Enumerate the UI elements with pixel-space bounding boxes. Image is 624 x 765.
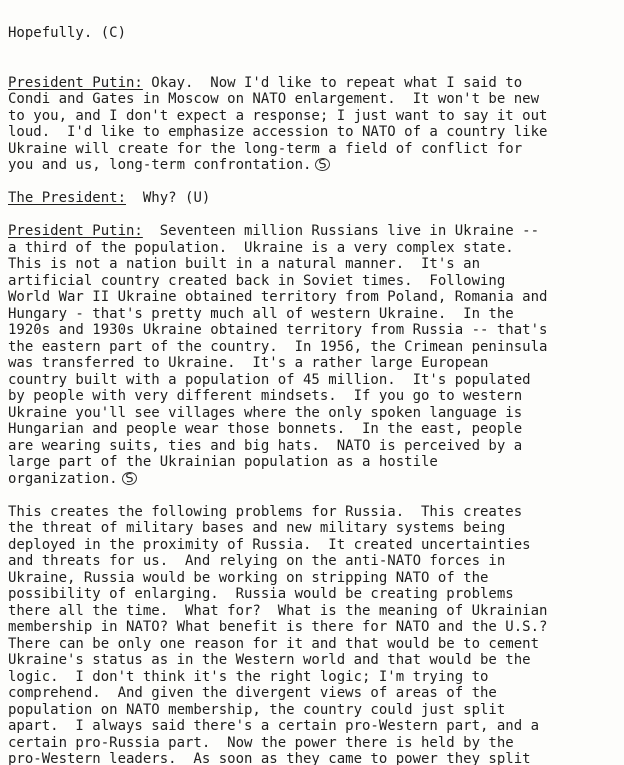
text-line [8,339,620,356]
line-text: to you, and I don't expect a response; I just want to say it out [8,107,548,124]
text-line [8,322,620,339]
text-line [8,273,620,290]
text-line [8,388,620,405]
text-line [8,190,620,207]
text-line [8,454,620,471]
text-line [8,372,620,389]
line-text: Okay. Now I'd like to repeat what I said to [142,74,523,91]
text-line [8,751,620,765]
line-text: large part of the Ukrainian population as a hostile [8,454,438,470]
text-line [8,570,620,587]
line-text: Hungary - that's pretty much all of western Ukraine. In the [8,305,514,322]
line-text: the threat of military bases and new military systems being [8,520,506,536]
text-line [8,289,620,306]
line-text: and threats for us. And relying on the anti-NATO forces in [8,553,506,569]
line-text: Ukraine, Russia would be working on stripping NATO of the [8,569,489,586]
top-fragment-line: Hopefully. (C) [8,25,127,41]
line-text: the eastern part of the country. In 1956, the Crimean peninsula [8,338,548,355]
text-line [8,636,620,653]
text-line [8,124,620,141]
line-text: Ukraine will create for the long-term a field of conflict for [8,140,523,157]
line-text: apart. I always said there's a certain pro-Western part, and a [8,718,540,734]
line-text: This creates the following problems for Russia. This creates [8,503,523,520]
text-line [8,537,620,554]
paragraph-gap [8,207,620,224]
text-line [8,355,620,372]
text-line [8,141,620,158]
line-text: a third of the population. Ukraine is a very complex state. [8,239,514,256]
line-text: Ukraine's status as in the Western world and that would be the [8,652,531,668]
speaker-label: President Putin: [8,223,143,239]
line-text: World War II Ukraine obtained territory from Poland, Romania and [8,289,548,305]
line-text: population on NATO membership, the country could just split [8,701,506,718]
line-text: artificial country created back in Soviet times. Following [8,272,506,289]
line-text: Hungarian and people wear those bonnets. In the east, people [8,421,523,437]
text-line [8,157,620,174]
line-text: country built with a population of 45 million. It's populated [8,371,531,388]
text-line [8,108,620,125]
line-text: loud. I'd like to emphasize accession to NATO of a country like [8,124,548,140]
text-line [8,685,620,702]
line-text: Ukraine you'll see villages where the only spoken language is [8,404,523,421]
text-line [8,471,620,488]
text-line [8,619,620,636]
text-line [8,75,620,92]
text-line [8,504,620,521]
paragraph-gap [8,487,620,504]
line-text: comprehend. And given the divergent views of areas of the [8,685,497,701]
text-line [8,91,620,108]
speaker-label: President Putin: [8,74,143,91]
text-line [8,438,620,455]
text-line [8,256,620,273]
text-line [8,586,620,603]
line-text: by people with very different mindsets. If you go to western [8,388,523,404]
line-text: you and us, long-term confrontation. [8,157,312,173]
line-text: There can be only one reason for it and that would be to cement [8,635,540,652]
line-text: Condi and Gates in Moscow on NATO enlargement. It won't be new [8,91,540,107]
line-text: 1920s and 1930s Ukraine obtained territory from Russia -- that's [8,322,548,338]
classification-mark: S [121,471,138,486]
line-text: pro-Western leaders. As soon as they came to power they split [8,751,531,765]
text-line [8,223,620,240]
line-text: possibility of enlarging. Russia would be creating problems [8,586,514,602]
text-line [8,520,620,537]
line-text: certain pro-Russia part. Now the power there is held by the [8,734,514,751]
line-text: Why? (U) [126,190,211,206]
line-text: logic. I don't think it's the right logic; I'm trying to [8,668,489,685]
paragraph-gap [8,174,620,191]
text-line [8,603,620,620]
text-line [8,421,620,438]
line-text: Seventeen million Russians live in Ukraine -- [142,223,540,239]
line-text: This is not a nation built in a natural manner. It's an [8,256,481,272]
line-text: are wearing suits, ties and big hats. NATO is perceived by a [8,437,523,454]
text-line [8,718,620,735]
line-text: deployed in the proximity of Russia. It created uncertainties [8,536,531,553]
transcript-text [8,0,620,765]
line-text: there all the time. What for? What is the meaning of Ukrainian [8,602,548,619]
text-line [8,652,620,669]
line-text: membership in NATO? What benefit is there for NATO and the U.S.? [8,619,548,635]
text-line [8,669,620,686]
text-line [8,306,620,323]
line-text: was transferred to Ukraine. It's a rather large European [8,355,489,371]
text-line [8,240,620,257]
line-text: organization. [8,470,118,487]
classification-mark: S [315,157,332,172]
speaker-label: The President: [8,190,127,206]
text-line [8,553,620,570]
text-line [8,405,620,422]
text-line [8,735,620,752]
text-line [8,702,620,719]
